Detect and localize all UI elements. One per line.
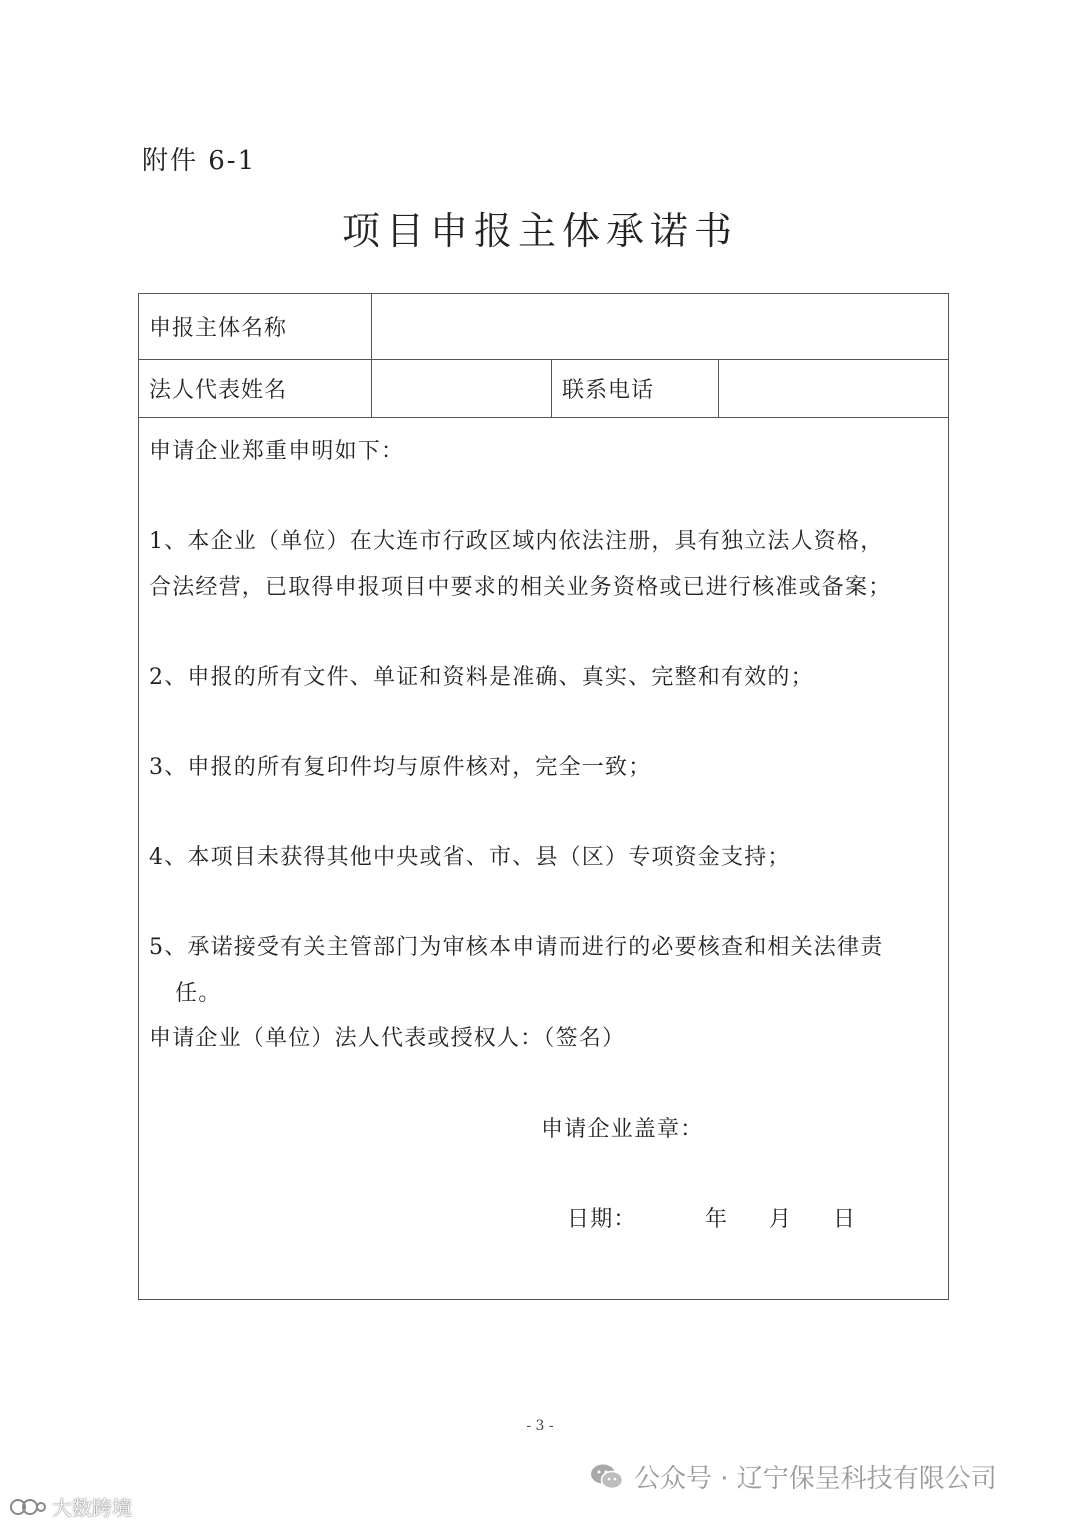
entity-name-row [139, 294, 948, 360]
wechat-watermark [590, 1458, 997, 1495]
commitment-form [138, 293, 949, 1300]
signature-line: 申请企业（单位）法人代表或授权人：（签名） [149, 1026, 626, 1051]
phone-cell [719, 359, 948, 417]
entity-name-input[interactable] [382, 293, 948, 360]
legal-rep-cell [372, 359, 552, 417]
wechat-watermark-text: 公众号 · 辽宁保呈科技有限公司 [634, 1464, 997, 1494]
document-title: 项目申报主体承诺书 [341, 209, 738, 253]
attachment-label: 附件 6-1 [142, 146, 257, 176]
phone-label: 联系电话 [552, 359, 719, 417]
legal-rep-input[interactable] [382, 358, 551, 418]
logo-icon [8, 1496, 48, 1518]
entity-name-label: 申报主体名称 [139, 294, 372, 359]
declaration-intro: 申请企业郑重申明如下： [149, 439, 405, 464]
day-label: 日 [833, 1207, 857, 1232]
declaration-item-5-line-2: 任。 [175, 981, 222, 1006]
month-label: 月 [769, 1207, 793, 1232]
declaration-item-4: 4、本项目未获得其他中央或省、市、县（区）专项资金支持； [149, 845, 791, 870]
year-label: 年 [705, 1207, 729, 1232]
corner-watermark-text: 大数跨境 [52, 1496, 132, 1520]
declaration-item-1-line-2: 合法经营，已取得申报项目中要求的相关业务资格或已进行核准或备案； [149, 575, 892, 600]
legal-rep-row [139, 359, 948, 418]
page-number: - 3 - [526, 1418, 554, 1434]
declaration-item-2: 2、申报的所有文件、单证和资料是准确、真实、完整和有效的； [149, 665, 814, 690]
phone-input[interactable] [729, 358, 948, 418]
legal-rep-label: 法人代表姓名 [139, 359, 372, 417]
declaration-item-5-line-1: 5、承诺接受有关主管部门为审核本申请而进行的必要核查和相关法律责 [149, 935, 884, 960]
entity-name-cell [372, 294, 948, 359]
declaration-item-1-line-1: 1、本企业（单位）在大连市行政区域内依法注册，具有独立法人资格， [149, 529, 884, 554]
wechat-icon [590, 1463, 624, 1491]
declaration-item-3: 3、申报的所有复印件均与原件核对，完全一致； [149, 755, 652, 780]
date-label: 日期： [567, 1207, 637, 1232]
corner-watermark [8, 1492, 132, 1521]
seal-line: 申请企业盖章： [541, 1117, 704, 1142]
